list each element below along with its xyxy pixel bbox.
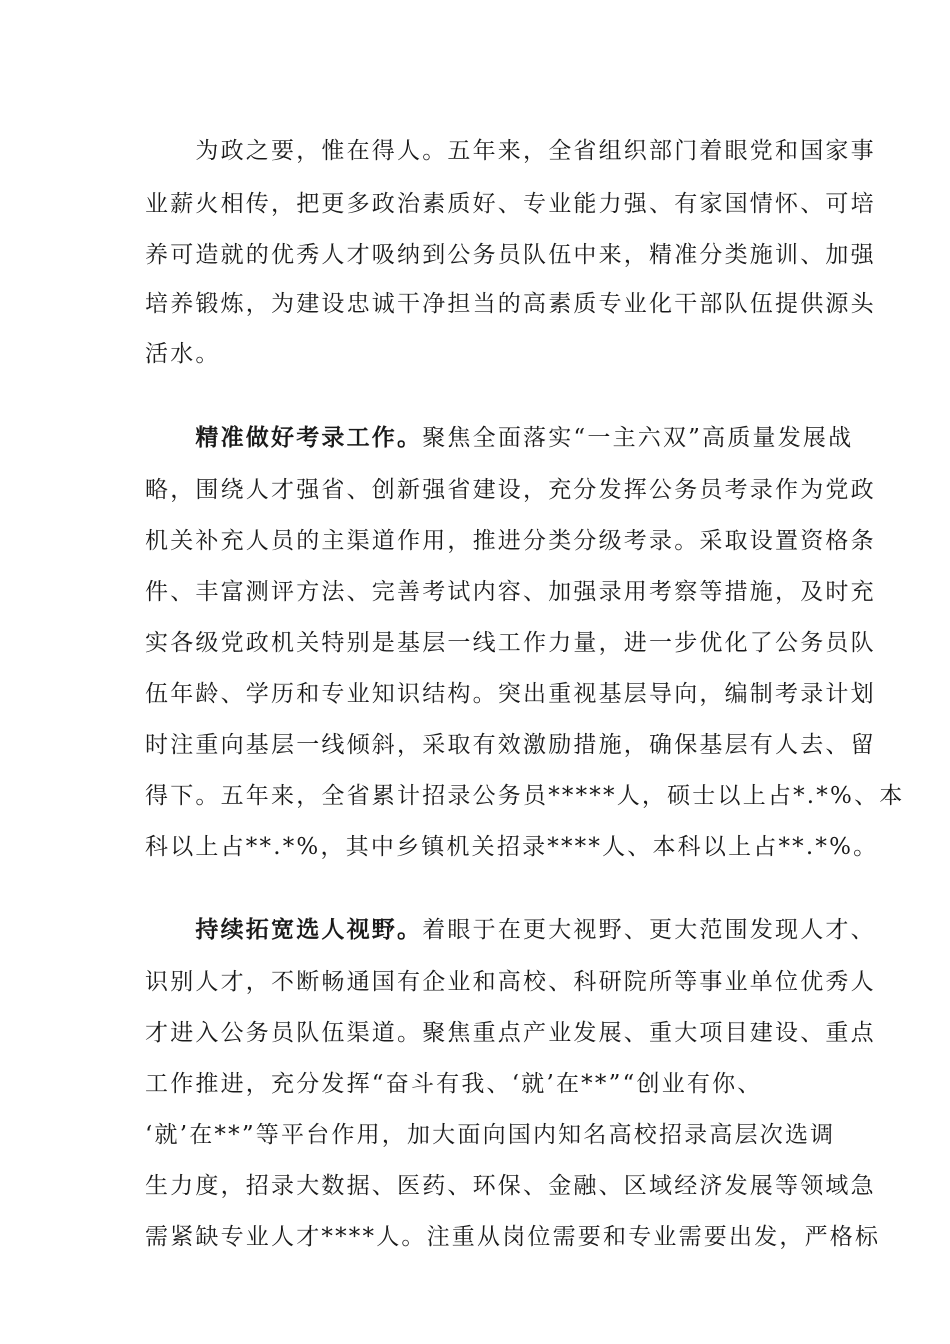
paragraph-3-line-3: 才进入公务员队伍渠道。聚焦重点产业发展、重大项目建设、重点 [145, 1020, 876, 1046]
paragraph-1-line-4: 培养锻炼，为建设忠诚干净担当的高素质专业化干部队伍提供源头 [145, 291, 876, 317]
paragraph-2-line-3: 机关补充人员的主渠道作用，推进分类分级考录。采取设置资格条 [145, 528, 876, 554]
paragraph-3-line-5: ‘就’在**”等平台作用，加大面向国内知名高校招录高层次选调 [145, 1122, 836, 1148]
paragraph-3-line-1-text: 着眼于在更大视野、更大范围发现人才、 [422, 917, 876, 943]
paragraph-2-heading: 精准做好考录工作。 [195, 424, 423, 451]
paragraph-3-line-7: 需紧缺专业人才****人。注重从岗位需要和专业需要出发，严格标 [145, 1224, 881, 1250]
paragraph-1-line-2: 业薪火相传，把更多政治素质好、专业能力强、有家国情怀、可培 [145, 191, 876, 217]
paragraph-1-line-5: 活水。 [145, 341, 221, 367]
paragraph-3-heading: 持续拓宽选人视野。 [195, 916, 423, 943]
paragraph-2-line-4: 件、丰富测评方法、完善考试内容、加强录用考察等措施，及时充 [145, 579, 876, 605]
paragraph-2-line-5: 实各级党政机关特别是基层一线工作力量，进一步优化了公务员队 [145, 630, 876, 656]
paragraph-2-line-1 [145, 418, 854, 458]
paragraph-2-line-1-text: 聚焦全面落实“一主六双”高质量发展战 [422, 425, 854, 451]
paragraph-2-line-9: 科以上占**.*%，其中乡镇机关招录****人、本科以上占**.*%。 [145, 834, 879, 860]
paragraph-3-line-1 [145, 910, 876, 950]
paragraph-1-line-1: 为政之要，惟在得人。五年来，全省组织部门着眼党和国家事 [145, 138, 876, 164]
paragraph-1-line-3: 养可造就的优秀人才吸纳到公务员队伍中来，精准分类施训、加强 [145, 242, 876, 268]
paragraph-3-line-4: 工作推进，充分发挥“奋斗有我、‘就’在**”“创业有你、 [145, 1071, 763, 1097]
paragraph-3-line-6: 生力度，招录大数据、医药、环保、金融、区域经济发展等领域急 [145, 1173, 876, 1199]
paragraph-2-line-8: 得下。五年来，全省累计招录公务员*****人，硕士以上占*.*%、本 [145, 783, 905, 809]
paragraph-2-line-6: 伍年龄、学历和专业知识结构。突出重视基层导向，编制考录计划 [145, 681, 876, 707]
paragraph-3-line-8 [145, 1268, 805, 1308]
paragraph-2-line-7: 时注重向基层一线倾斜，采取有效激励措施，确保基层有人去、留 [145, 732, 876, 758]
paragraph-2-line-2: 略，围绕人才强省、创新强省建设，充分发挥公务员考录作为党政 [145, 477, 876, 503]
paragraph-3-line-2: 识别人才，不断畅通国有企业和高校、科研院所等事业单位优秀人 [145, 969, 876, 995]
